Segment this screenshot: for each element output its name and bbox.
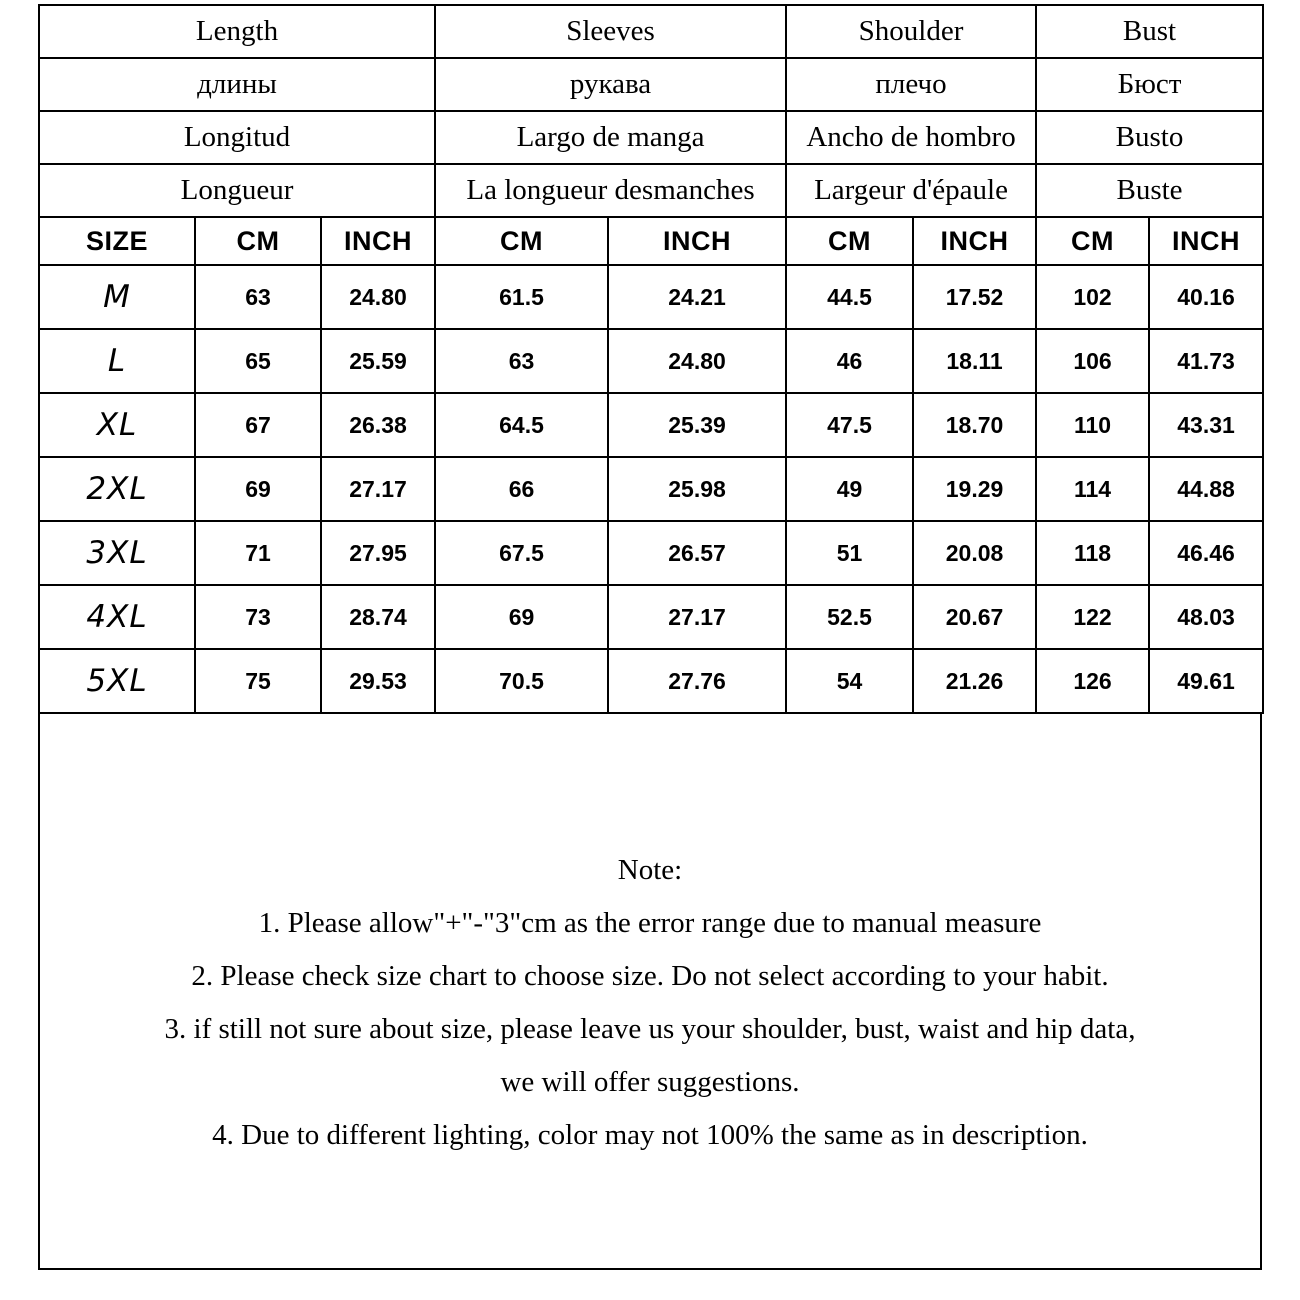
col-header-size: SIZE [39, 217, 195, 265]
header-row-french [39, 164, 1263, 217]
col-header-inch-4: INCH [1149, 217, 1263, 265]
note-lines [40, 897, 1260, 1162]
measure-value: 118 [1036, 521, 1149, 585]
col-header-inch-2: INCH [608, 217, 786, 265]
measure-value: 44.5 [786, 265, 913, 329]
size-row [39, 585, 1263, 649]
size-row [39, 265, 1263, 329]
measure-value: 27.17 [321, 457, 435, 521]
measure-value: 49 [786, 457, 913, 521]
header-shoulder-en: Shoulder [786, 5, 1036, 58]
measure-value: 110 [1036, 393, 1149, 457]
measure-value: 122 [1036, 585, 1149, 649]
measure-value: 47.5 [786, 393, 913, 457]
measure-value: 106 [1036, 329, 1149, 393]
measure-value: 40.16 [1149, 265, 1263, 329]
measure-value: 61.5 [435, 265, 608, 329]
col-header-inch-3: INCH [913, 217, 1036, 265]
measure-value: 63 [435, 329, 608, 393]
measure-value: 27.17 [608, 585, 786, 649]
measure-value: 46 [786, 329, 913, 393]
measure-value: 25.39 [608, 393, 786, 457]
measure-value: 48.03 [1149, 585, 1263, 649]
measure-value: 19.29 [913, 457, 1036, 521]
col-header-cm-3: CM [786, 217, 913, 265]
measure-value: 26.38 [321, 393, 435, 457]
measure-value: 20.08 [913, 521, 1036, 585]
measure-value: 67 [195, 393, 321, 457]
size-label: 2XL [39, 457, 195, 521]
size-row [39, 521, 1263, 585]
header-bust-en: Bust [1036, 5, 1263, 58]
header-row-english [39, 5, 1263, 58]
measure-value: 63 [195, 265, 321, 329]
header-sleeves-ru: рукава [435, 58, 786, 111]
col-header-cm-1: CM [195, 217, 321, 265]
column-header-row [39, 217, 1263, 265]
measure-value: 65 [195, 329, 321, 393]
measure-value: 25.59 [321, 329, 435, 393]
measure-value: 52.5 [786, 585, 913, 649]
measure-value: 28.74 [321, 585, 435, 649]
header-bust-ru: Бюст [1036, 58, 1263, 111]
measure-value: 27.76 [608, 649, 786, 713]
measure-value: 24.21 [608, 265, 786, 329]
measure-value: 20.67 [913, 585, 1036, 649]
notes-section [38, 714, 1262, 1270]
size-table-body [39, 265, 1263, 713]
size-label: 4XL [39, 585, 195, 649]
note-line: we will offer suggestions. [500, 1066, 800, 1098]
note-line: 2. Please check size chart to choose size. Do not select according to your habit. [191, 960, 1109, 992]
measure-value: 24.80 [321, 265, 435, 329]
measure-value: 71 [195, 521, 321, 585]
size-row [39, 393, 1263, 457]
measure-value: 29.53 [321, 649, 435, 713]
size-label: 3XL [39, 521, 195, 585]
measure-value: 64.5 [435, 393, 608, 457]
header-length-fr: Longueur [39, 164, 435, 217]
size-row [39, 457, 1263, 521]
measure-value: 75 [195, 649, 321, 713]
measure-value: 18.70 [913, 393, 1036, 457]
measure-value: 70.5 [435, 649, 608, 713]
size-label: M [39, 265, 195, 329]
measure-value: 21.26 [913, 649, 1036, 713]
measure-value: 114 [1036, 457, 1149, 521]
header-sleeves-en: Sleeves [435, 5, 786, 58]
measure-value: 66 [435, 457, 608, 521]
measure-value: 102 [1036, 265, 1149, 329]
size-label: XL [39, 393, 195, 457]
measure-value: 49.61 [1149, 649, 1263, 713]
size-row [39, 649, 1263, 713]
size-label: 5XL [39, 649, 195, 713]
measure-value: 25.98 [608, 457, 786, 521]
note-line: 4. Due to different lighting, color may not 100% the same as in description. [212, 1119, 1088, 1151]
measure-value: 27.95 [321, 521, 435, 585]
header-row-russian [39, 58, 1263, 111]
size-table [38, 4, 1264, 714]
col-header-cm-4: CM [1036, 217, 1149, 265]
note-title: Note: [617, 854, 683, 886]
col-header-inch-1: INCH [321, 217, 435, 265]
size-label: L [39, 329, 195, 393]
measure-value: 18.11 [913, 329, 1036, 393]
header-sleeves-fr: La longueur desmanches [435, 164, 786, 217]
measure-value: 126 [1036, 649, 1149, 713]
header-length-ru: длины [39, 58, 435, 111]
note-line: 1. Please allow"+"-"3"cm as the error range due to manual measure [258, 907, 1042, 939]
header-shoulder-es: Ancho de hombro [786, 111, 1036, 164]
size-row [39, 329, 1263, 393]
measure-value: 73 [195, 585, 321, 649]
col-header-cm-2: CM [435, 217, 608, 265]
measure-value: 46.46 [1149, 521, 1263, 585]
measure-value: 44.88 [1149, 457, 1263, 521]
measure-value: 54 [786, 649, 913, 713]
header-bust-fr: Buste [1036, 164, 1263, 217]
note-line: 3. if still not sure about size, please leave us your shoulder, bust, waist and hip data, [164, 1013, 1136, 1045]
header-length-en: Length [39, 5, 435, 58]
measure-value: 26.57 [608, 521, 786, 585]
measure-value: 69 [195, 457, 321, 521]
measure-value: 43.31 [1149, 393, 1263, 457]
header-bust-es: Busto [1036, 111, 1263, 164]
measure-value: 51 [786, 521, 913, 585]
measure-value: 67.5 [435, 521, 608, 585]
measure-value: 24.80 [608, 329, 786, 393]
header-sleeves-es: Largo de manga [435, 111, 786, 164]
header-shoulder-ru: плечо [786, 58, 1036, 111]
measure-value: 17.52 [913, 265, 1036, 329]
header-shoulder-fr: Largeur d'épaule [786, 164, 1036, 217]
measure-value: 69 [435, 585, 608, 649]
measure-value: 41.73 [1149, 329, 1263, 393]
header-row-spanish [39, 111, 1263, 164]
header-length-es: Longitud [39, 111, 435, 164]
